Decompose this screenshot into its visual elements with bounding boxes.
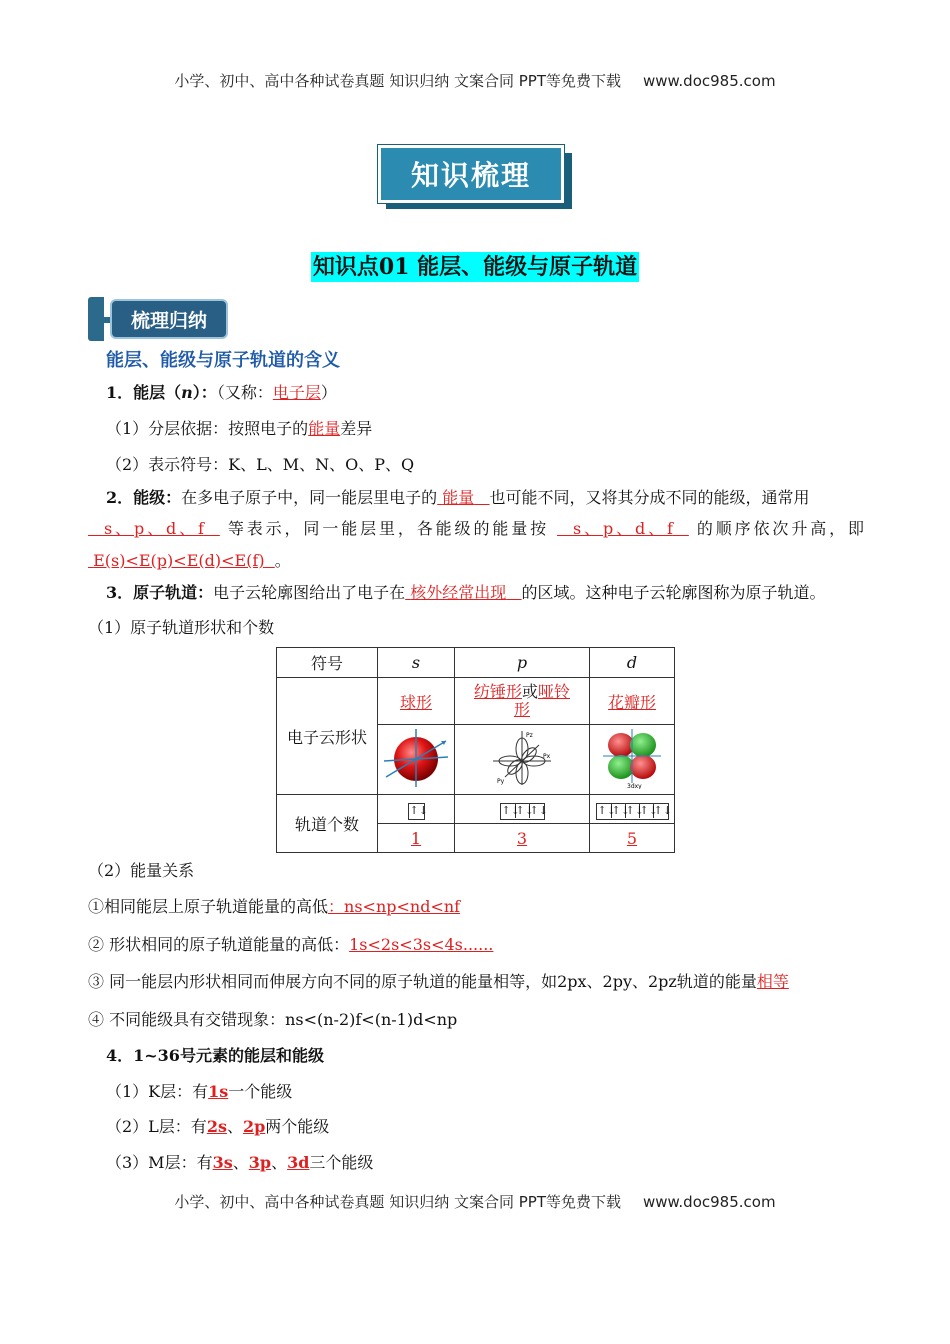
orbital-box-s: ↑↓: [408, 803, 425, 820]
header-d: d: [590, 648, 675, 678]
para-3-2: （2）能量关系: [88, 861, 195, 880]
table-row: [277, 648, 675, 678]
section-badge-label: 梳理归纳: [110, 299, 228, 339]
shape-p-c: 形: [513, 700, 530, 719]
orbital-table: [276, 647, 675, 853]
p-orbital-dumbbell-image: [487, 727, 557, 789]
count-s: 1: [410, 828, 422, 848]
header-p: p: [455, 648, 590, 678]
knowledge-point-title: 知识点01 能层、能级与原子轨道: [312, 254, 638, 280]
para-1-1: （1）分层依据：按照电子的能量差异: [106, 419, 373, 438]
row-label-count: 轨道个数: [277, 795, 378, 853]
table-row: 电子云形状 球形 纺锤形或哑铃 形 花瓣形: [277, 678, 675, 725]
para-4-1: （1）K层：有1s一个能级: [106, 1082, 293, 1101]
rule-3: ③ 同一能层内形状相同而伸展方向不同的原子轨道的能量相等，如2px、2py、2pz轨道的能量相等: [88, 972, 789, 991]
section-heading: 能层、能级与原子轨道的含义: [106, 350, 340, 371]
banner-title: 知识梳理: [378, 145, 564, 203]
para-2-line-2: s、p、d、f 等表示，同一能层里，各能级的能量按 s、p、d、f 的顺序依次升高，即: [103, 519, 864, 538]
rule-1: ①相同能层上原子轨道能量的高低：ns<np<nd<nf: [88, 897, 461, 916]
shape-s: 球形: [399, 692, 432, 712]
section-badge: [88, 297, 238, 341]
count-d: 5: [626, 828, 638, 848]
para-1: 1．能层（n）：（又称：电子层）: [106, 383, 337, 402]
banner-title-box: [378, 145, 564, 201]
d-orbital-petal-image: [597, 727, 667, 789]
svg-text:Px: Px: [543, 752, 551, 760]
header-url: www.doc985.com: [642, 72, 776, 90]
svg-text:Pz: Pz: [526, 731, 533, 739]
page-footer: [0, 1191, 950, 1212]
para-4-3: （3）M层：有3s、3p、3d三个能级: [106, 1153, 374, 1172]
s-orbital-sphere-image: [380, 727, 452, 789]
header-text: 小学、初中、高中各种试卷真题 知识归纳 文案合同 PPT等免费下载: [174, 72, 621, 90]
para-4-2: （2）L层：有2s、2p两个能级: [106, 1117, 330, 1136]
para-2-line-3: E(s)<E(p)<E(d)<E(f) 。: [93, 551, 291, 570]
count-p: 3: [516, 828, 528, 848]
rule-2: ② 形状相同的原子轨道能量的高低：1s<2s<3s<4s......: [88, 935, 494, 954]
header-s: s: [378, 648, 455, 678]
header-symbol: 符号: [277, 648, 378, 678]
row-label-shape: 电子云形状: [277, 678, 378, 795]
para-2-line-1: 2．能级：在多电子原子中，同一能层里电子的 能量 也可能不同，又将其分成不同的能级，通常用: [106, 488, 810, 507]
orbital-box-p: ↑↓↑↓↑↓: [500, 803, 545, 820]
shape-d: 花瓣形: [607, 692, 656, 712]
shape-p-a: 纺锤形: [473, 682, 522, 701]
para-3-1: （1）原子轨道形状和个数: [88, 618, 275, 637]
rule-4: ④ 不同能级具有交错现象：ns<(n-2)f<(n-1)d<np: [88, 1010, 458, 1029]
para-4: 4．1~36号元素的能层和能级: [106, 1046, 324, 1065]
footer-text: 小学、初中、高中各种试卷真题 知识归纳 文案合同 PPT等免费下载: [174, 1193, 621, 1211]
para-1-2: （2）表示符号：K、L、M、N、O、P、Q: [106, 455, 415, 474]
footer-url: www.doc985.com: [642, 1193, 776, 1211]
page-header: [0, 70, 950, 91]
table-row: [277, 795, 675, 824]
svg-text:3dxy: 3dxy: [627, 782, 642, 789]
shape-p-b: 哑铃: [538, 682, 571, 701]
svg-text:Py: Py: [497, 777, 505, 785]
orbital-box-d: ↑↓↑↓↑↓↑↓↑↓: [596, 803, 669, 820]
para-3: 3．原子轨道：电子云轮廓图给出了电子在 核外经常出现 的区域。这种电子云轮廓图称为原子轨道。: [106, 583, 826, 602]
